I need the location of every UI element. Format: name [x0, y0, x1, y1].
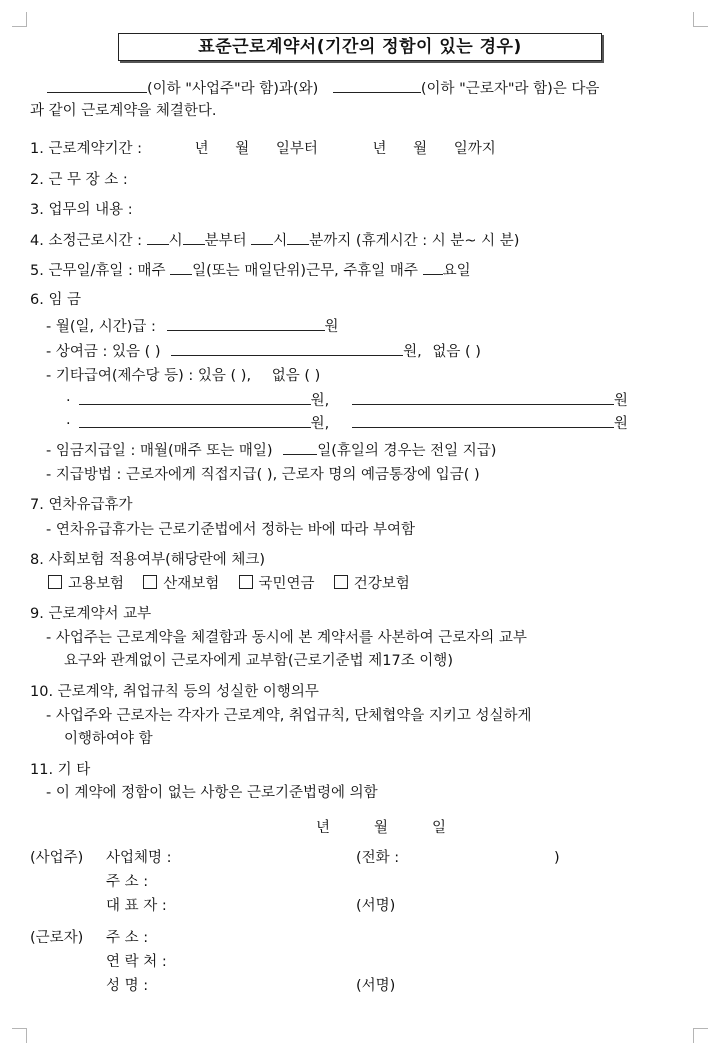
insurance-options [48, 574, 410, 594]
employer-representative-label: 대 표 자 : [106, 898, 167, 914]
worker-address-label: 주 소 : [106, 930, 149, 946]
item-5-workdays: 5. 근무일/휴일 : 매주 일(또는 매일단위)근무, 주휴일 매주 요일 [30, 260, 471, 281]
employer-tag: (사업주) [30, 850, 84, 866]
worker-name-blank[interactable] [333, 78, 421, 93]
end-hour-blank[interactable] [251, 230, 273, 245]
weekly-holiday-blank[interactable] [423, 260, 443, 275]
wage-bonus: - 상여금 : 있음 ( ) 원, 없음 ( ) [46, 341, 481, 362]
item-10-good-faith-duty: 10. 근로계약, 취업규칙 등의 성실한 이행의무 [30, 684, 319, 700]
intro-line-1: (이하 "사업주"라 함)과(와) (이하 "근로자"라 함)은 다음 [47, 78, 599, 99]
item-7-annual-leave: 7. 연차유급휴가 [30, 497, 133, 513]
wage-other-allowances: - 기타급여(제수당 등) : 있음 ( ), 없음 ( ) [46, 368, 321, 384]
contract-delivery-desc-1: - 사업주는 근로계약을 체결함과 동시에 본 계약서를 사본하여 근로자의 교부 [46, 630, 527, 646]
allowance-row-2: · 원, 원 [66, 413, 628, 434]
corner-mark-top-right [693, 12, 708, 27]
item-1-contract-period: 1. 근로계약기간 : 년 월 일부터 년 월 일까지 [30, 141, 496, 157]
employer-signature-mark: (서명) [356, 898, 396, 914]
wage-pay-day: - 임금지급일 : 매월(매주 또는 매일) 일(휴일의 경우는 전일 지급) [46, 440, 496, 461]
start-hour-blank[interactable] [147, 230, 169, 245]
item-9-contract-delivery: 9. 근로계약서 교부 [30, 606, 152, 622]
checkbox-national-pension[interactable]: 국민연금 [239, 576, 315, 592]
intro-line-2: 과 같이 근로계약을 체결한다. [30, 103, 217, 119]
good-faith-desc-2: 이행하여야 함 [64, 731, 153, 747]
checkbox-icon [334, 575, 348, 589]
corner-mark-top-left [12, 12, 27, 27]
wage-pay-method: - 지급방법 : 근로자에게 직접지급( ), 근로자 명의 예금통장에 입금( ) [46, 467, 480, 483]
pay-day-blank[interactable] [283, 440, 317, 455]
allowance-1a-blank[interactable] [79, 390, 311, 405]
contract-delivery-desc-2: 요구와 관계없이 근로자에게 교부함(근로기준법 제17조 이행) [64, 653, 453, 669]
worker-tag: (근로자) [30, 930, 84, 946]
worker-contact-label: 연 락 처 : [106, 954, 167, 970]
checkbox-health-insurance[interactable]: 건강보험 [334, 576, 410, 592]
employer-company-label: 사업체명 : [106, 850, 172, 866]
wage-monthly: - 월(일, 시간)급 : 원 [46, 316, 339, 337]
corner-mark-bottom-right [693, 1028, 708, 1043]
workdays-blank[interactable] [170, 260, 192, 275]
checkbox-icon [239, 575, 253, 589]
start-minute-blank[interactable] [183, 230, 205, 245]
employer-address-label: 주 소 : [106, 874, 149, 890]
corner-mark-bottom-left [12, 1028, 27, 1043]
document-title: 표준근로계약서(기간의 정함이 있는 경우) [118, 33, 602, 61]
annual-leave-desc: - 연차유급휴가는 근로기준법에서 정하는 바에 따라 부여함 [46, 522, 416, 538]
employer-phone-label: (전화 : [356, 850, 400, 866]
worker-signature-mark: (서명) [356, 978, 396, 994]
good-faith-desc-1: - 사업주와 근로자는 각자가 근로계약, 취업규칙, 단체협약을 지키고 성실하게 [46, 708, 532, 724]
worker-name-label: 성 명 : [106, 978, 149, 994]
checkbox-icon [48, 575, 62, 589]
item-4-working-hours: 4. 소정근로시간 : 시 분부터 시 분까지 (휴게시간 : 시 분~ 시 분) [30, 230, 519, 251]
checkbox-employment-insurance[interactable]: 고용보험 [48, 576, 124, 592]
allowance-2b-blank[interactable] [352, 413, 614, 428]
other-desc: - 이 계약에 정함이 없는 사항은 근로기준법령에 의함 [46, 785, 378, 801]
signing-date: 년 월 일 [316, 820, 447, 836]
employer-name-blank[interactable] [47, 78, 147, 93]
allowance-2a-blank[interactable] [79, 413, 311, 428]
item-11-other: 11. 기 타 [30, 762, 91, 778]
checkbox-icon [143, 575, 157, 589]
item-3-job-description: 3. 업무의 내용 : [30, 202, 133, 218]
allowance-row-1: · 원, 원 [66, 390, 628, 411]
item-8-social-insurance: 8. 사회보험 적용여부(해당란에 체크) [30, 552, 266, 568]
monthly-wage-blank[interactable] [167, 316, 325, 331]
allowance-1b-blank[interactable] [352, 390, 614, 405]
checkbox-industrial-accident-insurance[interactable]: 산재보험 [143, 576, 219, 592]
end-minute-blank[interactable] [287, 230, 309, 245]
employer-phone-close: ) [554, 850, 560, 866]
item-6-wage: 6. 임 금 [30, 292, 82, 308]
item-2-workplace: 2. 근 무 장 소 : [30, 172, 128, 188]
bonus-amount-blank[interactable] [171, 341, 403, 356]
